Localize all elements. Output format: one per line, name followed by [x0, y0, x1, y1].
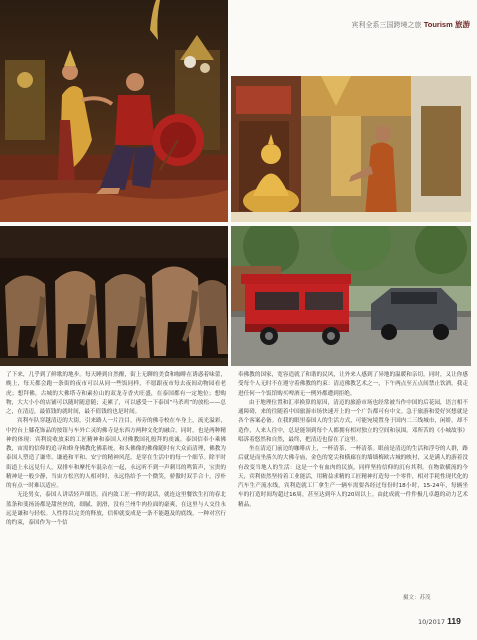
photo-street-truck — [231, 226, 471, 366]
section-label-cn: 旅游 — [455, 20, 470, 29]
buddha-temple-illustration — [231, 76, 471, 222]
photo-buddha-temple — [231, 76, 471, 222]
photo-credit: 摄文：苏茂 — [403, 595, 431, 601]
section-title: 宾利全系三国跨境之旅 — [351, 21, 422, 29]
photo-thai-dance — [0, 0, 228, 222]
article-column-left — [6, 371, 226, 528]
paragraph: 坐在清迈门前边的咖啡店上，一杯清茶，一杯清茶。眼前是清迈的生活和浮夸的人群，路后就是而坐落久的大佛寺庙，金色的宽尖和横廊在的墙墙梅欧古城的映衬，又是满人的游着没有改变当地人的生活：这是一个有血肉的民族，同样坚持信仰的沉有其利。在物欲横流的今天，宾利依然坚持着工业能活，用精益求精的工匠精神打造每一个零件，相对手耗性现代化的汽车生产流水线，宾利造就工厂拿生产一辆车需要各经过每份时18小时，15-24年，每辆坐车的打造时间均超过16周，甚至达到年人的20周以上。由此成就一件件极几卓越的动力艺术精品。 — [238, 446, 468, 508]
paragraph: 由于地理位置和汇率换算的原因，清迈的旅游市场也经常被当作中国的后花园，语言相不通障碍，来的往随着中国旅游市场快速开上的一个广告都可有中文。急于旅游和爱好冥想就是各个客案必备。在我的眼里泰国人的生活方式，可能宛境置身于国内二三线城市，闲娇，却不造作，人来人往中，总是能领到每个人都拥有相对独立的空间和氛围。邓所苦的《小城故事》唱诉着悠然和自然，最终，把清迈也留在了这里。 — [238, 399, 468, 443]
thai-dance-illustration — [0, 0, 228, 222]
elephants-illustration — [0, 226, 228, 366]
paragraph: 宾利车队穿越清迈的大街，引来路人一片注目。再旁的佛寺校在车身上，流光溢彩，中控台上膝花饰品的按钮与车外亡灵的佛寺是东西方两种文化的融合。同时，也是两种精神的体现：宾利说收放束的工匠精神和泰国人对佛教国礼般拜的虔诚。泰国信奉小乘佛教，宙需的信仰的追寻和修身佛教化佛系统。和头佛像的佛像随时有大众而清理，佛教为泰国人塑造了谦卑、谦逊和平和、安宁的精神风范。是穿在生活中的每一个细节。除平时街道上永远見行人，双排车和摩托车混杂在一起，永远听不到一声刺耳的鸣笛声，宝贵的精神是一般少静，当宙方松宫的人相对时，永远恪给予一个微笑，骄傲时双手合十，淳朴的有点一时难以适应。 — [6, 418, 226, 489]
section-label-en: Tourism — [423, 20, 453, 29]
street-truck-illustration — [231, 226, 471, 366]
paragraph: 奉佛教的国家，宽容造就了和谐的民风，让外来人感到了异地的温暖和亲切。同时，又让你感受每个人无时不在遵守着佛教的约束：清迈佛教艺术之一，下午两点至五点间禁止饮酒，我走进任何一个饭馆购买啤酒无一例外都遭到拒绝。 — [238, 372, 468, 397]
photo-carved-elephants — [0, 226, 228, 366]
section-header — [300, 19, 470, 33]
issue-date: 10/2017 — [418, 618, 446, 626]
article-column-right — [238, 371, 468, 510]
page-number: 119 — [447, 616, 461, 626]
paragraph: 无论男女，泰国人讲话轻声细语，而内敛工匠一样的说话，就连这里餐饮生打的春北蓝条和斐扬汤都是甜丝丝的，细腻、润滑，没有兰州牛肉拉面的豪爽，在这里与人交往永远是谦和与轻松。人性得以完美的释放，信仰就变成是一条不能越及的底线，一种对宫行的约束，泰国作为一个信 — [6, 492, 226, 526]
paragraph: 了下来，几乎到了鲜歌的地步。每天睡到自然醒，街上无聊的美食和咖啡在诱惑着味蕾，晚上，每天都会跑一条街的夜市可以从同一些饭同样，不愿跟夜市每去夜间动物园看老虎；想拜佛，古城的大佛塔寺和素拉山的双龙寺香火旺盛，在泰国都有一定地位；想购物，大大小小的店铺可以随时随意随；走累了，可以感受一下泰国“马杀鸡”的放松——总之，在清迈，最值钱的就时间，最不值钱的也是时间。 — [6, 372, 226, 415]
page-folio — [418, 616, 461, 626]
